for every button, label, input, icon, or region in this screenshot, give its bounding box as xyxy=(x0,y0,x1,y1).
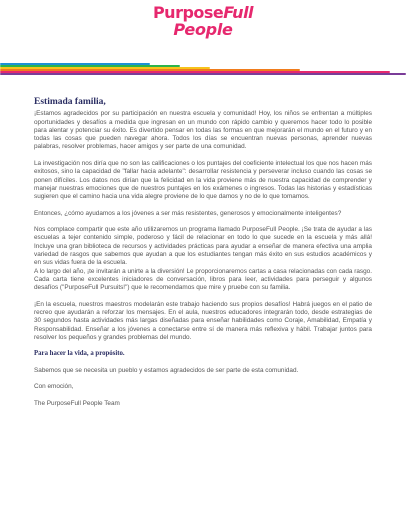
signature: The PurposeFull People Team xyxy=(34,399,120,407)
color-stripes xyxy=(0,63,406,77)
paragraph-intro: ¡Estamos agradecidos por su participación en nuestra escuela y comunidad! Hoy, los niños se enfrentan a múltiples oportunidades y desafíos a medida que ingresan en un mundo con rápido cambio y queremos hacer todo lo posible para alentar y potenciar su éxito. Es divertido pensar en todas las formas en que mejorarán el mundo en el futuro y en todas las cosas que pueden navegar ahora. Todos los días se encuentran nuevas personas, aprender nuevas palabras, resolver problemas, hacer amigos y ser parte de una comunidad. xyxy=(34,110,372,151)
paragraph-thanks: Sabemos que se necesita un pueblo y estamos agradecidos de ser parte de esta comunidad. xyxy=(34,366,299,374)
subhead: Para hacer la vida, a propósito. xyxy=(34,350,125,358)
closing: Con emoción, xyxy=(34,383,74,391)
paragraph-school: ¡En la escuela, nuestros maestros modelarán este trabajo haciendo sus propios desafíos! Habrá juegos en el patio de recreo que ayudarán a reforzar los mensajes. En el aula, nuestros educadores integrarán todo, desde estrategias de 30 segundos hasta actividades más largas diseñadas para enseñar habilidades como Coraje, Amabilidad, Empatía y Responsabilidad. Enseñar a los jóvenes a conectarse entre sí de manera más reflexiva y hábil. Trabajar juntos para resolver los pequeños y grandes problemas del mundo. xyxy=(34,300,372,341)
logo-people: People xyxy=(173,20,233,39)
paragraph-research: La investigación nos diría que no son las calificaciones o los puntajes del coeficiente intelectual los que nos hacen más exitosos, sino la capacidad de "fallar hacia adelante": desarrollar resistencia y perseverar incluso cuando las cosas se ponen difíciles. Los datos nos dirían que la felicidad en la vida proviene más de nuestra capacidad de comprender y manejar nuestras emociones que de nuestros puntajes en los exámenes o ingresos. Todas las historias y estadísticas sugieren que el camino hacia una vida alegre proviene de lo que damos y no de lo que tomamos. xyxy=(34,159,372,201)
logo-full: Full xyxy=(223,3,254,22)
paragraph-invite: A lo largo del año, ¡te invitarán a unirte a la diversión! Le proporcionaremos cartas a casa relacionadas con cada rasgo. Cada carta tiene excelentes iniciadores de conversación, libros para leer, actividades para perseguir y algunos desafíos ("PurposeFull Pursuits!") que le recomendamos que mire y pruebe con su familia. xyxy=(34,267,372,292)
logo-purpose: Purpose xyxy=(152,3,224,22)
logo xyxy=(0,4,406,38)
paragraph-program: Nos complace compartir que este año utilizaremos un programa llamado PurposeFull People. ¡Se trata de ayudar a las escuelas a tejer contenido simple, poderoso y fácil de relacionar en todo lo que sucede en la escuela y más allá! Incluye una gran biblioteca de recursos y actividades prácticas para ayudar a enseñar de manera efectiva una amplia variedad de rasgos que sabemos que ayudan a que los estudiantes tengan más éxito en sus estudios académicos y en sus vidas fuera de la escuela. xyxy=(34,226,372,267)
stripe-purple xyxy=(0,73,406,75)
paragraph-question: Entonces, ¿cómo ayudamos a los jóvenes a ser más resistentes, generosos y emocionalmente inteligentes? xyxy=(34,209,342,217)
logo-line1 xyxy=(0,4,406,21)
greeting: Estimada familia, xyxy=(34,97,106,107)
letter-body xyxy=(34,98,372,416)
